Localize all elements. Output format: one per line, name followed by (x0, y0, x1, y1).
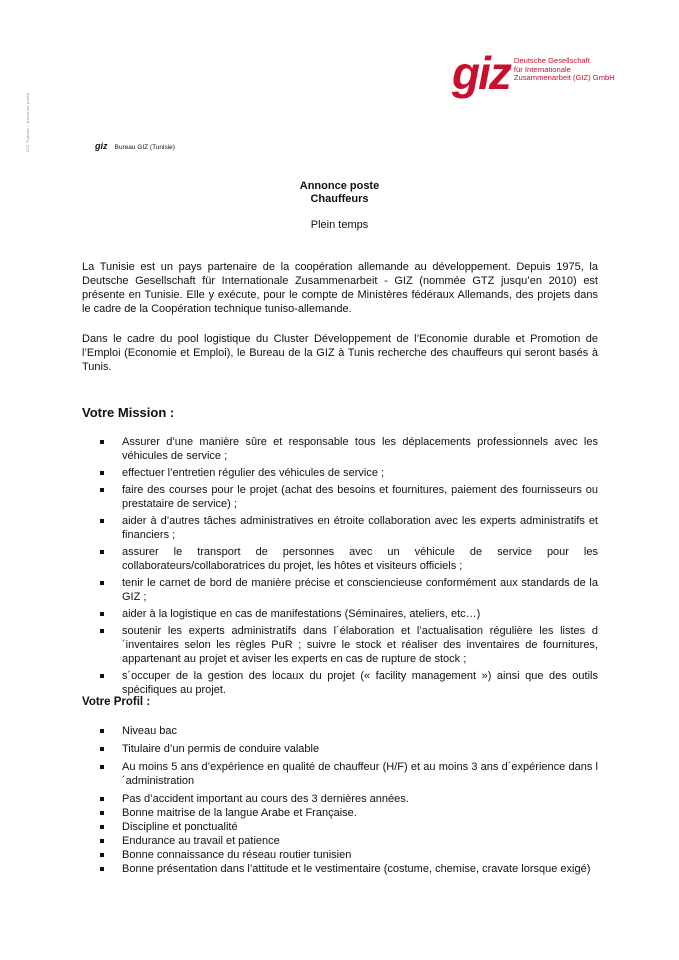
giz-logo (452, 47, 615, 99)
list-item: Au moins 5 ans d’expérience en qualité de chauffeur (H/F) et au moins 3 ans d´expérience dans l´administration (96, 760, 598, 788)
logo-text (514, 57, 614, 83)
office-header (95, 141, 175, 151)
list-item: soutenir les experts administratifs dans l´élaboration et l’actualisation régulière les listes d´inventaires selon les règles PuR ; suivre le stock et réaliser des inventaires de fournitures, appartenant au projet et aviser les experts en cas de rupture de stock ; (96, 624, 598, 666)
list-item: Bonne maitrise de la langue Arabe et Française. (96, 806, 598, 820)
mini-logo: giz (95, 141, 108, 151)
position-title: Chauffeurs (310, 193, 369, 205)
document-title: Annonce poste (299, 180, 380, 192)
office-name: Bureau GIZ (Tunisie) (114, 144, 175, 151)
list-item: Bonne connaissance du réseau routier tunisien (96, 848, 598, 862)
list-item: s´occuper de la gestion des locaux du projet (« facility management ») ainsi que des outils spécifiques au projet. (96, 669, 598, 697)
contract-type: Plein temps (310, 219, 369, 231)
side-note: GIZ Tunisie – Annonce poste (25, 92, 30, 152)
profil-heading: Votre Profil : (82, 696, 151, 708)
list-item: Niveau bac (96, 724, 598, 738)
intro-paragraph-2: Dans le cadre du pool logistique du Cluster Développement de l’Economie durable et Promotion de l’Emploi (Economie et Emploi), le Bureau de la GIZ à Tunis recherche des chauffeurs qui seront basés à Tunis. (82, 333, 598, 373)
list-item: Endurance au travail et patience (96, 834, 598, 848)
list-item: Pas d’accident important au cours des 3 dernières années. (96, 792, 598, 806)
list-item: Titulaire d’un permis de conduire valable (96, 742, 598, 756)
list-item: Assurer d’une manière sûre et responsable tous les déplacements professionnels avec les véhicules de service ; (96, 435, 598, 463)
logo-line-2: für Internationale (513, 64, 571, 74)
logo-mark: giz (452, 47, 510, 99)
list-item: Discipline et ponctualité (96, 820, 598, 834)
list-item: aider à la logistique en cas de manifestations (Séminaires, ateliers, etc…) (96, 607, 598, 621)
list-item: Bonne présentation dans l’attitude et le vestimentaire (costume, chemise, cravate lorsque exigé) (96, 862, 598, 876)
logo-line-1: Deutsche Gesellschaft (513, 56, 590, 65)
profil-list (96, 724, 598, 876)
logo-line-3: Zusammenarbeit (GIZ) GmbH (513, 73, 615, 83)
intro-paragraph-1: La Tunisie est un pays partenaire de la coopération allemande au développement. Depuis 1975, la Deutsche Gesellschaft für Internationale Zusammenarbeit - GIZ (nommée GTZ jusqu’en 2010) est présente en Tunisie. Elle y exécute, pour le compte de Ministères fédéraux Allemands, des projets dans le cadre de la Coopération technique tuniso-allemande. (82, 261, 598, 315)
list-item: assurer le transport de personnes avec un véhicule de service pour les collaborateurs/collaboratrices du projet, les hôtes et visiteurs officiels ; (96, 545, 598, 573)
mission-list (96, 435, 598, 700)
list-item: tenir le carnet de bord de manière précise et consciencieuse conformément aux standards de la GIZ ; (96, 576, 598, 604)
list-item: effectuer l’entretien régulier des véhicules de service ; (96, 466, 598, 480)
list-item: aider à d’autres tâches administratives en étroite collaboration avec les experts administratifs et financiers ; (96, 514, 598, 542)
mission-heading: Votre Mission : (82, 405, 175, 420)
list-item: faire des courses pour le projet (achat des besoins et fournitures, paiement des fournisseurs ou prestataire de service) ; (96, 483, 598, 511)
